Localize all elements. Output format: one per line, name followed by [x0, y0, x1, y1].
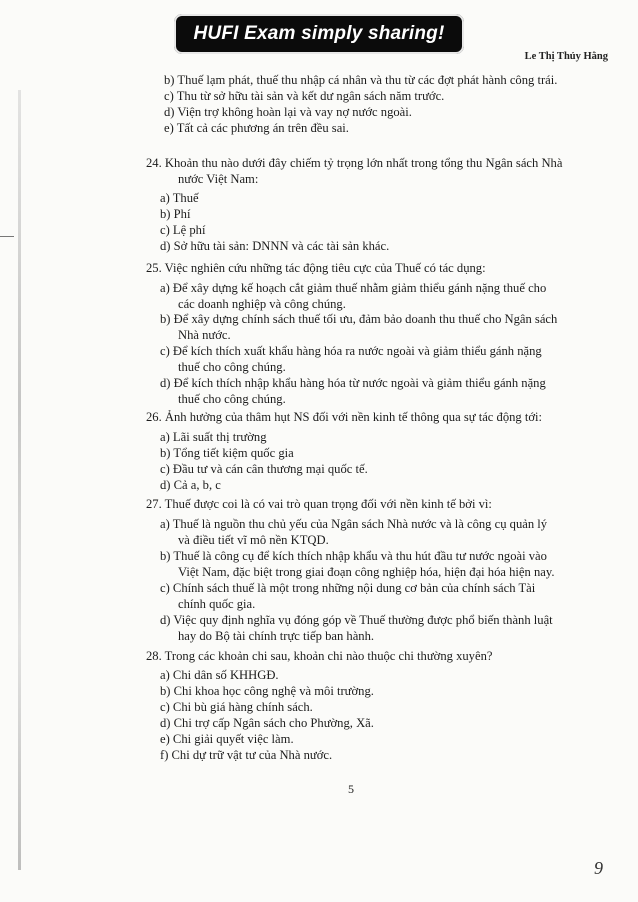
option-line: d) Cả a, b, c: [160, 478, 221, 492]
question-24: 24. Khoản thu nào dưới đây chiếm tỷ trọng lớn nhất trong tổng thu Ngân sách Nhà: [146, 156, 563, 170]
question-25: 25. Việc nghiên cứu những tác động tiêu cực của Thuế có tác dụng:: [146, 261, 486, 275]
banner-text: HUFI Exam simply sharing!: [193, 23, 445, 44]
option-line: d) Viện trợ không hoàn lại và vay nợ nước ngoài.: [164, 105, 412, 119]
option-line: e) Chi giải quyết việc làm.: [160, 732, 294, 746]
option-line: e) Tất cả các phương án trên đều sai.: [164, 121, 349, 135]
option-line: d) Sở hữu tài sản: DNNN và các tài sản khác.: [160, 239, 390, 253]
option-line-cont: và điều tiết vĩ mô nền KTQD.: [178, 533, 329, 547]
option-line: c) Thu từ sở hữu tài sản và kết dư ngân sách năm trước.: [164, 89, 445, 103]
option-line: a) Lãi suất thị trường: [160, 430, 267, 444]
option-line: d) Chi trợ cấp Ngân sách cho Phường, Xã.: [160, 716, 374, 730]
option-line: d) Việc quy định nghĩa vụ đóng góp về Thuế thường được phổ biến thành luật: [160, 613, 553, 627]
option-line: b) Để xây dựng chính sách thuế tối ưu, đảm bảo doanh thu thuế cho Ngân sách: [160, 312, 558, 326]
option-line: f) Chi dự trữ vật tư của Nhà nước.: [160, 748, 333, 762]
option-line-cont: Việt Nam, đặc biệt trong giai đoạn công nghiệp hóa, hiện đại hóa hiện nay.: [178, 565, 555, 579]
option-line-cont: thuế cho công chúng.: [178, 392, 286, 406]
option-line: c) Lệ phí: [160, 223, 206, 237]
option-line: a) Thuế là nguồn thu chủ yếu của Ngân sách Nhà nước và là công cụ quản lý: [160, 517, 548, 531]
option-line: d) Để kích thích nhập khẩu hàng hóa từ nước ngoài và giảm thiểu gánh nặng: [160, 376, 546, 390]
option-line: a) Để xây dựng kế hoạch cắt giảm thuế nhằm giảm thiểu gánh nặng thuế cho: [160, 281, 547, 295]
question-28: 28. Trong các khoản chi sau, khoản chi nào thuộc chi thường xuyên?: [146, 649, 493, 663]
question-27: 27. Thuế được coi là có vai trò quan trọng đối với nền kinh tế bởi vì:: [146, 497, 492, 511]
option-line: b) Chi khoa học công nghệ và môi trường.: [160, 684, 374, 698]
option-line-cont: các doanh nghiệp và công chúng.: [178, 297, 346, 311]
option-line: c) Đầu tư và cán cân thương mại quốc tế.: [160, 462, 368, 476]
question-24-cont: nước Việt Nam:: [178, 172, 259, 186]
option-line-cont: thuế cho công chúng.: [178, 360, 286, 374]
option-line-cont: Nhà nước.: [178, 328, 231, 342]
option-line: b) Thuế là công cụ để kích thích nhập khẩu và thu hút đầu tư nước ngoài vào: [160, 549, 547, 563]
page-number: 5: [348, 782, 354, 796]
option-line-cont: chính quốc gia.: [178, 597, 256, 611]
author-header: Le Thị Thủy Hằng: [524, 51, 608, 62]
option-line: a) Thuế: [160, 191, 199, 205]
handwritten-mark: 9: [594, 858, 603, 878]
option-line: c) Để kích thích xuất khẩu hàng hóa ra nước ngoài và giảm thiểu gánh nặng: [160, 344, 542, 358]
option-line: c) Chi bù giá hàng chính sách.: [160, 700, 313, 714]
option-line: a) Chi dân số KHHGĐ.: [160, 668, 279, 682]
option-line: b) Tổng tiết kiệm quốc gia: [160, 446, 294, 460]
option-line: c) Chính sách thuế là một trong những nội dung cơ bản của chính sách Tài: [160, 581, 536, 595]
option-line: b) Thuế lạm phát, thuế thu nhập cá nhân và thu từ các đợt phát hành công trái.: [164, 73, 558, 87]
option-line-cont: hay do Bộ tài chính trực tiếp ban hành.: [178, 629, 375, 643]
option-line: b) Phí: [160, 207, 191, 221]
question-26: 26. Ảnh hưởng của thâm hụt NS đối với nền kinh tế thông qua sự tác động tới:: [146, 410, 543, 424]
